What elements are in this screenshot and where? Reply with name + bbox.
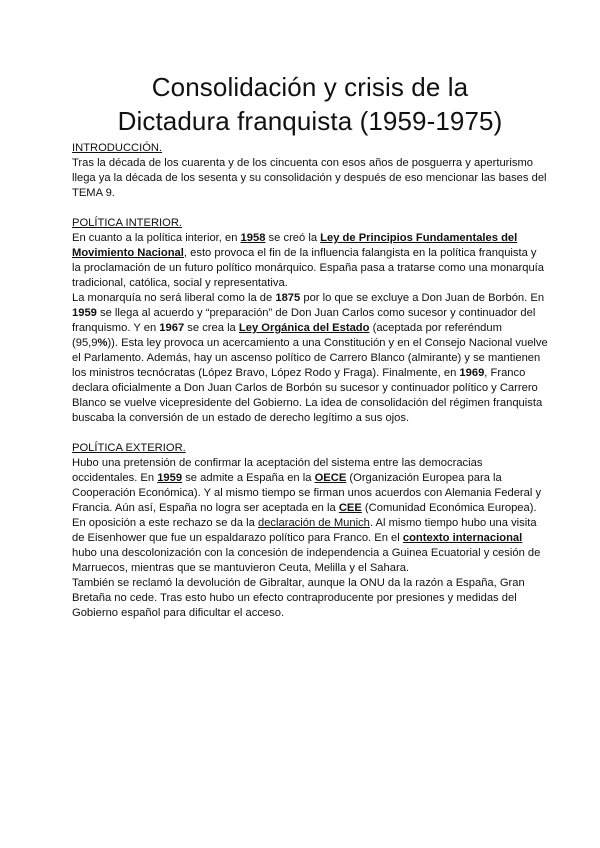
interior-paragraph-1 [72,231,548,291]
interior-paragraph-2 [72,291,548,426]
text-run: La monarquía no será liberal como la de [72,292,276,304]
document-title [72,70,548,138]
text-run: Hubo una pretensión de confirmar la aceptación del sistema entre las democracias occidentales. En [72,457,483,484]
text-run: . Al mismo tiempo hubo una visita de Eisenhower que fue un espaldarazo político para Franco. En el [72,517,537,544]
bold-term: % [97,337,108,349]
spacer [72,426,548,441]
text-run: se llega al acuerdo y “preparación” de Don Juan Carlos como sucesor y continuador del franquismo. Y en [72,307,536,334]
text-run: por lo que se excluye a Don Juan de Borbón. En [300,292,545,304]
bold-term: 1959 [72,307,97,319]
text-run: En cuanto a la política interior, en [72,232,241,244]
intro-text: Tras la década de los cuarenta y de los cincuenta con esos años de posguerra y aperturismo llega ya la década de los sesenta y su consolidación y después de eso mencionar las bases del TEMA 9. [72,157,547,199]
title-line-2: Dictadura franquista (1959-1975) [117,106,503,136]
text-run: )). Esta ley provoca un acercamiento a una Constitución y en el Consejo Nacional vuelve el Parlamento. Además, hay un ascenso político de Carrero Blanco (almirante) y se mantienen los ministros tecnócratas (López Bravo, López Rodo y Fraga). Finalmente, en [72,337,548,379]
exterior-heading: POLÍTICA EXTERIOR. [72,442,186,454]
bold-term: 1967 [159,322,185,334]
title-line-1: Consolidación y crisis de la [151,72,469,102]
section-introduction [72,141,548,201]
exterior-paragraph-2: También se reclamó la devolución de Gibraltar, aunque la ONU da la razón a España, Gran Bretaña no cede. Tras esto hubo un efecto contraproducente por presiones y medidas del Gobierno español para dificultar el acceso. [72,577,525,619]
exterior-paragraph-1 [72,456,548,576]
text-run: (aceptada por referéndum (95,9 [72,322,502,349]
section-politica-interior [72,216,548,426]
text-run: se creó la [265,232,321,244]
spacer [72,201,548,216]
bold-underlined-term: OECE [314,472,347,484]
bold-underlined-term: 1958 [240,232,266,244]
bold-underlined-term: Ley de Principios Fundamentales del Movimiento Nacional [72,232,518,259]
interior-heading: POLÍTICA INTERIOR. [72,217,183,229]
bold-term: 1875 [275,292,301,304]
text-run: (Organización Europea para la Cooperación Económica). Y al mismo tiempo se firman unos acuerdos con Alemania Federal y Francia. Aún así, España no logra ser aceptada en la [72,472,542,514]
text-run: se admite a España en la [182,472,315,484]
intro-heading: INTRODUCCIÓN. [72,142,163,154]
bold-underlined-term: 1959 [157,472,183,484]
text-run: se crea la [184,322,239,334]
bold-underlined-term: Ley Orgánica del Estado [238,322,370,334]
text-run: , esto provoca el fin de la influencia falangista en la política franquista y la proclamación de un futuro político monárquico. España pasa a tratarse como una monarquía tradicional, católica, social y representativa. [72,247,545,289]
underlined-term: declaración de Munich [257,517,370,529]
bold-term: 1969 [459,367,485,379]
bold-underlined-term: contexto internacional [402,532,523,544]
bold-underlined-term: CEE [338,502,362,514]
text-run: , Franco declara oficialmente a Don Juan Carlos de Borbón su sucesor y continuador político y Carrero Blanco se vuelve vicepresidente del Gobierno. La idea de consolidación del régimen franquista buscaba la conversión de un estado de derecho legítimo a sus ojos. [72,367,543,424]
text-run: (Comunidad Económica Europea). En oposición a este rechazo se da la [72,502,537,529]
text-run: hubo una descolonización con la concesión de independencia a Guinea Ecuatorial y cesión de Marruecos, mientras que se mantuvieron Ceuta, Melilla y el Sahara. [72,547,541,574]
section-politica-exterior [72,441,548,621]
